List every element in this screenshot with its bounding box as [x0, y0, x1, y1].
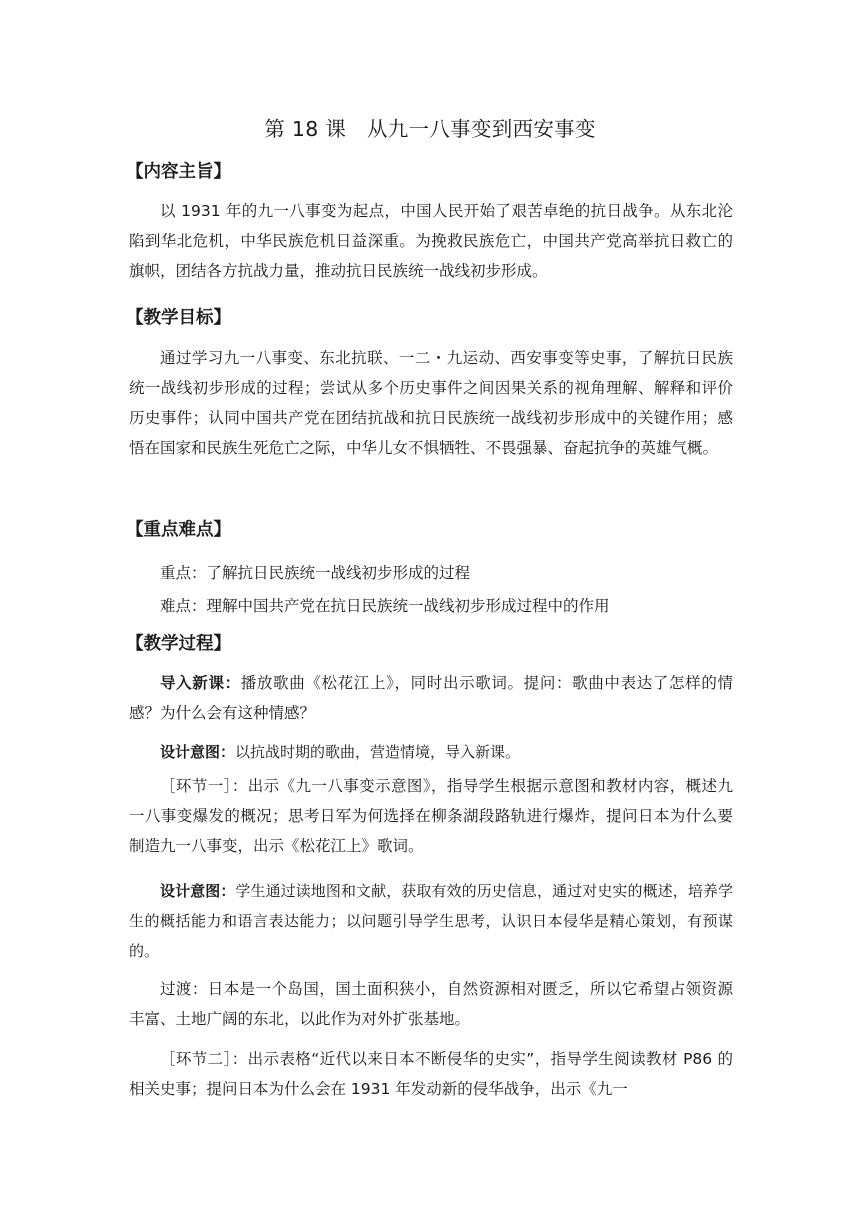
- content-paragraph: 以 1931 年的九一八事变为起点，中国人民开始了艰苦卓绝的抗日战争。从东北沦陷到华北危机，中华民族危机日益深重。为挽救民族危亡，中国共产党高举抗日救亡的旗帜，团结各方抗战力量，推动抗日民族统一战线初步形成。: [129, 202, 733, 280]
- design2-label: 设计意图：: [160, 882, 236, 900]
- difficult-point: 难点：理解中国共产党在抗日民族统一战线初步形成过程中的作用: [160, 597, 610, 615]
- section-heading-process: 【教学过程】: [126, 634, 231, 654]
- step1-label: ［环节一］：: [160, 777, 248, 795]
- key-point: 重点：了解抗日民族统一战线初步形成的过程: [160, 564, 471, 582]
- intro-text: 播放歌曲《松花江上》，同时出示歌词。提问：歌曲中表达了怎样的情感？为什么会有这种情感？: [129, 674, 733, 722]
- design-intent-2: [129, 876, 733, 966]
- step1-paragraph: [129, 771, 733, 861]
- section-heading-goals: 【教学目标】: [126, 308, 231, 328]
- step1-text: 出示《九一八事变示意图》，指导学生根据示意图和教材内容，概述九一八事变爆发的概况；思考日军为何选择在柳条湖段路轨进行爆炸，提问日本为什么要制造九一八事变，出示《松花江上》歌词。: [129, 777, 733, 855]
- transition-paragraph: 过渡：日本是一个岛国，国土面积狭小，自然资源相对匮乏，所以它希望占领资源丰富、土地广阔的东北，以此作为对外扩张基地。: [129, 980, 733, 1028]
- intro-paragraph: [129, 668, 733, 728]
- design1-label: 设计意图：: [160, 743, 236, 761]
- intro-label: 导入新课：: [160, 674, 241, 692]
- step2-label: ［环节二］：: [160, 1050, 248, 1068]
- step2-paragraph: [129, 1044, 733, 1104]
- goals-paragraph: 通过学习九一八事变、东北抗联、一二・九运动、西安事变等史事，了解抗日民族统一战线初步形成的过程；尝试从多个历史事件之间因果关系的视角理解、解释和评价历史事件；认同中国共产党在团结抗战和抗日民族统一战线初步形成中的关键作用；感悟在国家和民族生死危亡之际，中华儿女不惧牺牲、不畏强暴、奋起抗争的英雄气概。: [129, 349, 733, 457]
- section-heading-content: 【内容主旨】: [126, 162, 231, 182]
- step2-text: 出示表格“近代以来日本不断侵华的史实”，指导学生阅读教材 P86 的相关史事；提问日本为什么会在 1931 年发动新的侵华战争，出示《九一: [129, 1050, 733, 1098]
- design1-text: 以抗战时期的歌曲，营造情境，导入新课。: [235, 743, 521, 761]
- design2-text: 学生通过读地图和文献，获取有效的历史信息，通过对史实的概述，培养学生的概括能力和语言表达能力；以问题引导学生思考，认识日本侵华是精心策划，有预谋的。: [129, 882, 733, 960]
- page-title: 第 18 课 从九一八事变到西安事变: [264, 117, 596, 141]
- section-heading-keypoints: 【重点难点】: [126, 520, 231, 540]
- design-intent-1: [129, 737, 733, 767]
